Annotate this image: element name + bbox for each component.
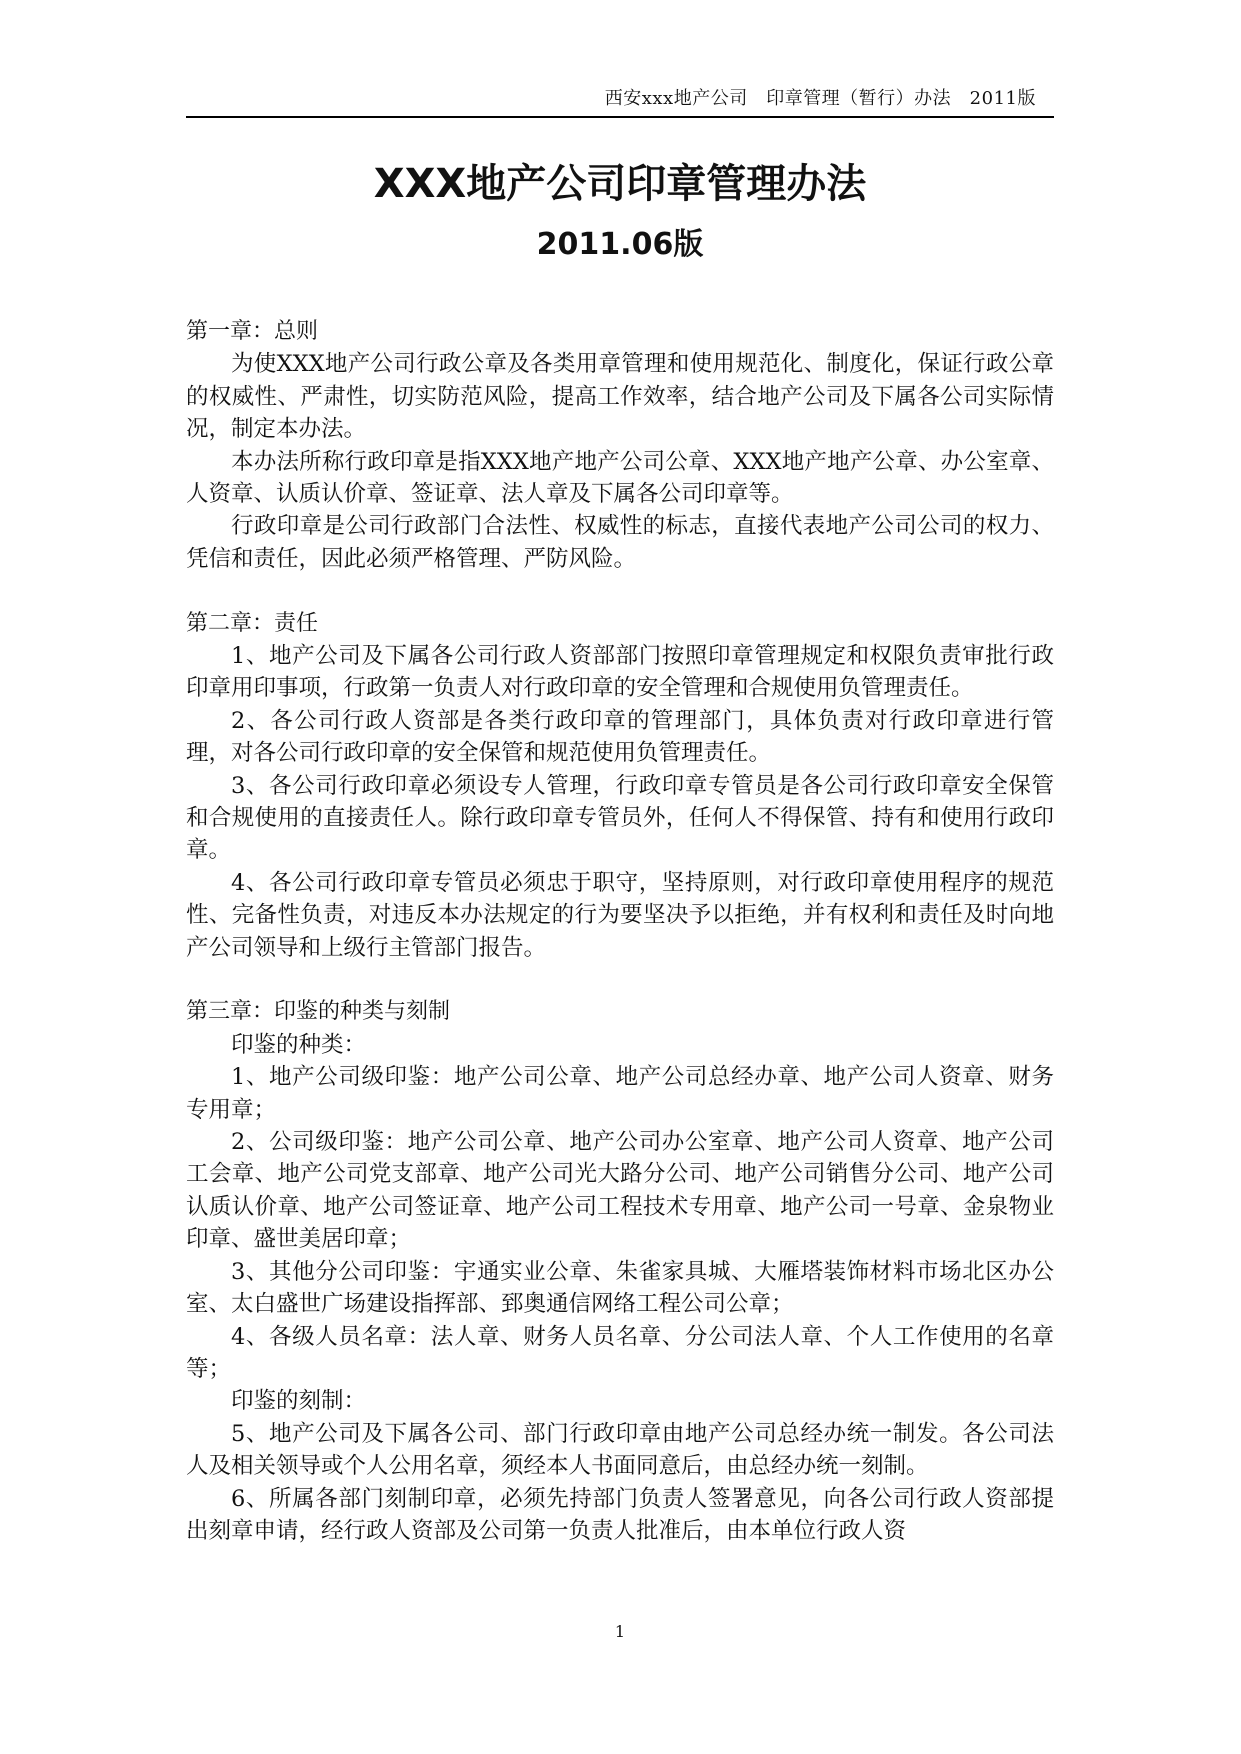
document-version: 2011.06版 xyxy=(536,227,704,262)
paragraph: 2、公司级印鉴：地产公司公章、地产公司办公室章、地产公司人资章、地产公司工会章、地产公司党支部章、地产公司光大路分公司、地产公司销售分公司、地产公司认质认价章、地产公司签证章、地产公司工程技术专用章、地产公司一号章、金泉物业印章、盛世美居印章； xyxy=(186,1129,1054,1253)
running-header xyxy=(186,82,1054,118)
running-header-text: 西安xxx地产公司 印章管理（暂行）办法 2011版 xyxy=(604,88,1036,109)
paragraph: 4、各级人员名章：法人章、财务人员名章、分公司法人章、个人工作使用的名章等； xyxy=(186,1323,1054,1382)
paragraph: 印鉴的种类： xyxy=(231,1031,367,1058)
chapter-heading: 第三章：印鉴的种类与刻制 xyxy=(186,999,451,1025)
paragraph: 4、各公司行政印章专管员必须忠于职守，坚持原则，对行政印章使用程序的规范性、完备性负责，对违反本办法规定的行为要坚决予以拒绝，并有权利和责任及时向地产公司领导和上级行主管部门报告。 xyxy=(186,869,1054,961)
paragraph: 印鉴的刻制： xyxy=(231,1388,367,1415)
chapter-heading: 第二章：责任 xyxy=(186,610,319,636)
chapter-heading: 第一章：总则 xyxy=(186,319,319,344)
paragraph: 行政印章是公司行政部门合法性、权威性的标志，直接代表地产公司公司的权力、凭信和责任，因此必须严格管理、严防风险。 xyxy=(186,513,1054,572)
paragraph: 6、所属各部门刻制印章，必须先持部门负责人签署意见，向各公司行政人资部提出刻章申请，经行政人资部及公司第一负责人批准后，由本单位行政人资 xyxy=(186,1485,1054,1544)
document-title: XXX地产公司印章管理办法 xyxy=(373,161,867,207)
page-number: 1 xyxy=(614,1622,626,1641)
paragraph: 1、地产公司及下属各公司行政人资部部门按照印章管理规定和权限负责审批行政印章用印事项，行政第一负责人对行政印章的安全管理和合规使用负管理责任。 xyxy=(186,643,1054,702)
paragraph: 本办法所称行政印章是指XXX地产地产公司公章、XXX地产地产公章、办公室章、人资章、认质认价章、签证章、法人章及下属各公司印章等。 xyxy=(186,448,1054,508)
paragraph: 3、各公司行政印章必须设专人管理，行政印章专管员是各公司行政印章安全保管和合规使用的直接责任人。除行政印章专管员外，任何人不得保管、持有和使用行政印章。 xyxy=(186,772,1054,864)
paragraph: 5、地产公司及下属各公司、部门行政印章由地产公司总经办统一制发。各公司法人及相关领导或个人公用名章，须经本人书面同意后，由总经办统一刻制。 xyxy=(186,1420,1054,1480)
paragraph: 1、地产公司级印鉴：地产公司公章、地产公司总经办章、地产公司人资章、财务专用章； xyxy=(186,1064,1054,1123)
paragraph: 2、各公司行政人资部是各类行政印章的管理部门，具体负责对行政印章进行管理，对各公司行政印章的安全保管和规范使用负管理责任。 xyxy=(186,707,1054,767)
paragraph: 3、其他分公司印鉴：宇通实业公章、朱雀家具城、大雁塔装饰材料市场北区办公室、太白盛世广场建设指挥部、郅奥通信网络工程公司公章； xyxy=(186,1258,1054,1318)
paragraph: 为使XXX地产公司行政公章及各类用章管理和使用规范化、制度化，保证行政公章的权威性、严肃性，切实防范风险，提高工作效率，结合地产公司及下属各公司实际情况，制定本办法。 xyxy=(186,351,1054,443)
document-body xyxy=(186,316,1054,1547)
